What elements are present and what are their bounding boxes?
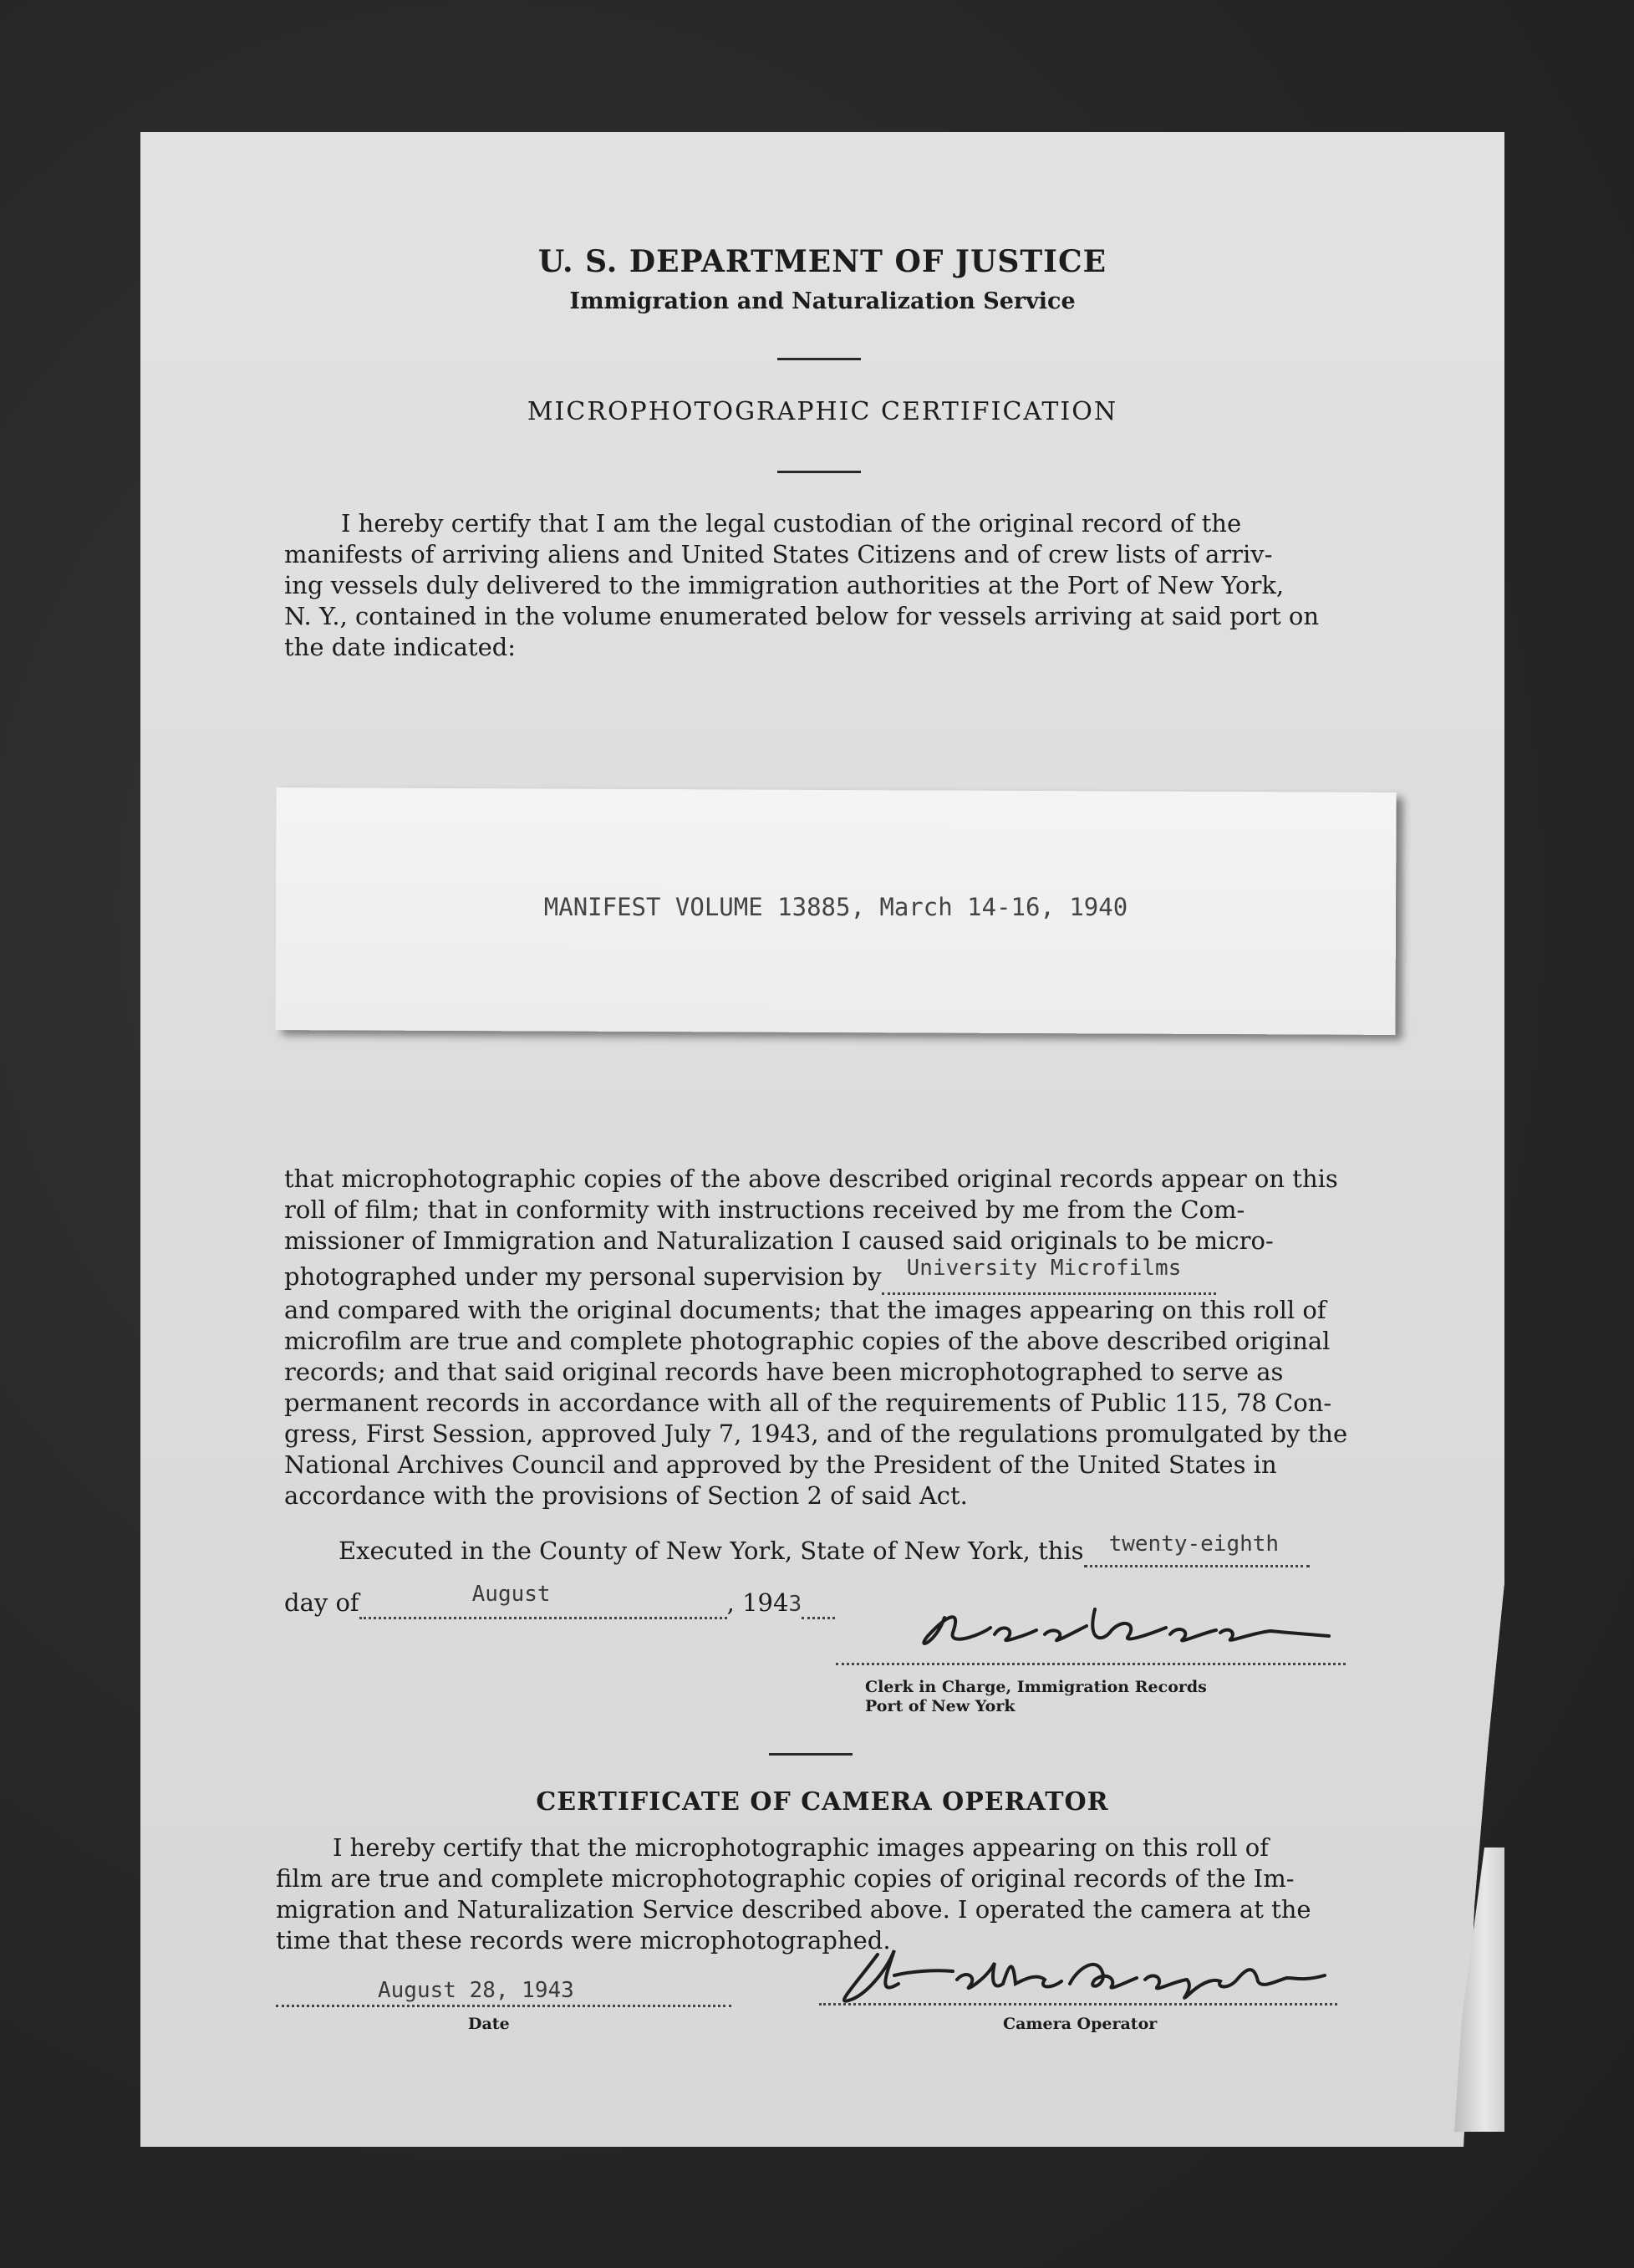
day-value: twenty-eighth: [1108, 1532, 1280, 1557]
camera-date-blank: [276, 1980, 731, 2007]
paragraph-line: I hereby certify that the microphotographic images appearing on this roll of: [333, 1833, 1269, 1862]
paragraph-line: time that these records were microphotographed.: [276, 1926, 891, 1955]
paragraph-line: roll of film; that in conformity with instructions received by me from the Com-: [284, 1195, 1245, 1224]
paragraph-line: the date indicated:: [284, 633, 517, 661]
paragraph-line: National Archives Council and approved by the President of the United States in: [284, 1450, 1277, 1479]
supervision-line: [284, 1256, 1354, 1295]
supervision-value: University Microfilms: [906, 1256, 1182, 1281]
department-title: U. S. DEPARTMENT OF JUSTICE: [537, 244, 1107, 279]
operator-signature-line: [819, 2003, 1337, 2006]
paragraph-line: that microphotographic copies of the above described original records appear on this: [284, 1165, 1338, 1193]
month-blank: [359, 1582, 727, 1619]
year-prefix: , 194: [726, 1588, 789, 1617]
divider-rule: [769, 1753, 853, 1756]
clerk-location: Port of New York: [865, 1697, 1016, 1715]
day-of-label: day of: [284, 1588, 359, 1617]
paragraph-line: accordance with the provisions of Section 2 of said Act.: [284, 1481, 968, 1510]
paragraph-line: microfilm are true and complete photographic copies of the above described original: [284, 1327, 1331, 1355]
service-subtitle: Immigration and Naturalization Service: [569, 288, 1076, 314]
divider-rule: [777, 471, 861, 473]
divider-rule: [777, 358, 861, 360]
year-blank: [802, 1588, 835, 1619]
paragraph-line: and compared with the original documents; that the images appearing on this roll of: [284, 1296, 1326, 1324]
certification-heading: MICROPHOTOGRAPHIC CERTIFICATION: [527, 397, 1118, 426]
paragraph-line: N. Y., contained in the volume enumerated below for vessels arriving at said port on: [284, 602, 1320, 630]
camera-date-label: Date: [468, 2015, 510, 2033]
camera-operator-label: Camera Operator: [1003, 2015, 1158, 2033]
execution-line: [339, 1532, 1310, 1567]
manifest-volume-text: MANIFEST VOLUME 13885, March 14-16, 1940: [543, 893, 1128, 921]
execution-prefix: Executed in the County of New York, State of New York, this: [339, 1537, 1084, 1565]
year-value: 3: [788, 1592, 802, 1617]
paragraph-line: film are true and complete microphotographic copies of original records of the Im-: [276, 1864, 1295, 1893]
day-blank: [1084, 1532, 1310, 1567]
supervision-blank: [882, 1256, 1216, 1295]
clerk-title: Clerk in Charge, Immigration Records: [865, 1678, 1207, 1696]
paragraph-line: missioner of Immigration and Naturalization I caused said originals to be micro-: [284, 1226, 1274, 1255]
date-line: [284, 1582, 835, 1619]
supervision-prefix: photographed under my personal supervision by: [284, 1262, 882, 1291]
paragraph-line: ing vessels duly delivered to the immigration authorities at the Port of New York,: [284, 571, 1285, 599]
camera-date-value: August 28, 1943: [378, 1978, 574, 2003]
paragraph-line: migration and Naturalization Service described above. I operated the camera at the: [276, 1895, 1311, 1924]
clerk-signature: [836, 1584, 1354, 1676]
intro-paragraph: [284, 508, 1354, 663]
operator-signature-image: [819, 1938, 1346, 2013]
paragraph-line: I hereby certify that I am the legal custodian of the original record of the: [341, 509, 1242, 538]
clerk-signature-line: [836, 1663, 1346, 1665]
paragraph-line: manifests of arriving aliens and United States Citizens and of crew lists of arriv-: [284, 540, 1273, 568]
month-value: August: [471, 1582, 551, 1607]
paragraph-line: permanent records in accordance with all of the requirements of Public 115, 78 Con-: [284, 1389, 1332, 1417]
operator-signature: [819, 1938, 1346, 2013]
paragraph-line: records; and that said original records have been microphotographed to serve as: [284, 1358, 1284, 1386]
paragraph-line: gress, First Session, approved July 7, 1943, and of the regulations promulgated by the: [284, 1419, 1348, 1448]
camera-certificate-heading: CERTIFICATE OF CAMERA OPERATOR: [536, 1787, 1109, 1817]
body-paragraph: [284, 1164, 1354, 1511]
